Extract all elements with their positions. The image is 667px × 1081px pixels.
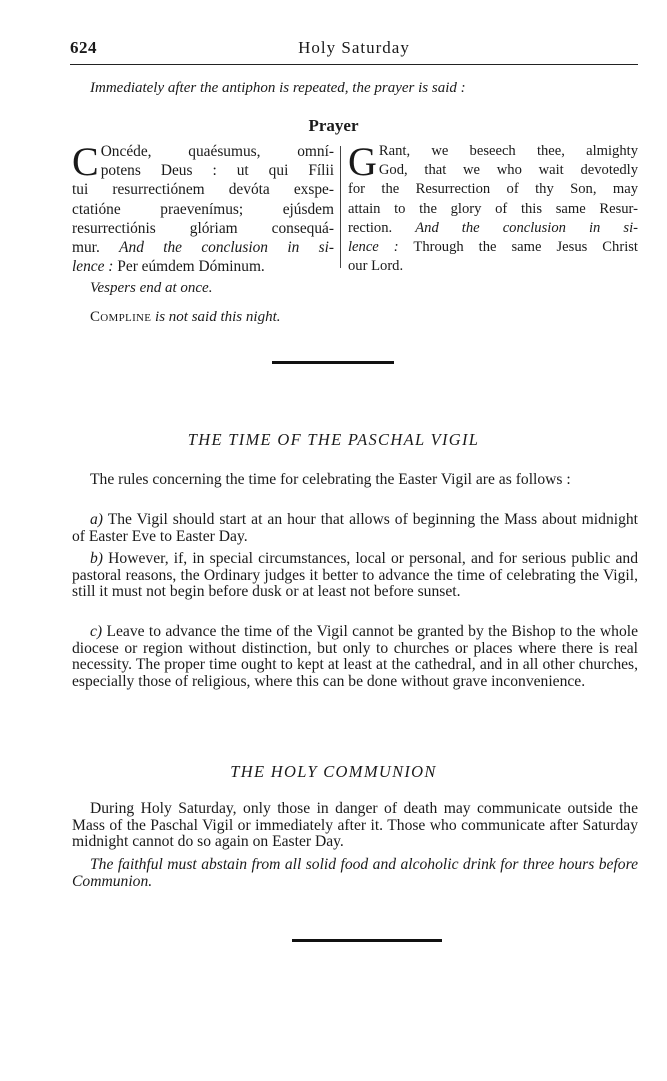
prayer-heading: Prayer: [308, 116, 359, 135]
item-text: Leave to advance the time of the Vigil cannot be granted by the Bishop to the whole diocese or region without distinction, but only to churches or places where there is real necessity. The proper time ought to kept at least at the cathedral, and in all other churches, especially those of religious, where this can be done without grave inconvenience.: [72, 623, 638, 690]
latin-prayer-column: [72, 139, 334, 276]
latin-line: ctatióne praevenímus; ejúsdem: [72, 200, 334, 218]
running-title: Holy Saturday: [298, 38, 410, 57]
latin-line: resurrectiónis glóriam consequá-: [72, 219, 334, 237]
item-label: b): [90, 550, 103, 567]
latin-ending: Per eúmdem Dóminum.: [117, 258, 265, 276]
latin-line: Oncéde, quaésumus, omní-: [100, 143, 334, 160]
compline-word: Compline: [90, 309, 152, 325]
english-conclusion-line: [348, 219, 638, 238]
english-line: attain to the glory of this same Resur-: [348, 200, 638, 217]
english-line: Rant, we beseech thee, almighty: [378, 143, 638, 159]
compline-note: [90, 309, 280, 326]
vigil-intro: The rules concerning the time for celebrating the Easter Vigil are as follows :: [90, 471, 571, 488]
section-divider: [272, 361, 394, 364]
latin-conclusion-rubric-end: lence :: [72, 258, 114, 276]
english-dropcap: G: [348, 139, 377, 184]
latin-ending-line: [72, 257, 334, 276]
item-label: c): [90, 623, 103, 640]
latin-dropcap: C: [72, 139, 99, 184]
paschal-vigil-title: THE TIME OF THE PASCHAL VIGIL: [187, 430, 480, 449]
latin-conclusion-rubric: And the conclusion in si-: [119, 239, 334, 257]
compline-rest: is not said this night.: [155, 309, 281, 325]
english-line: God, that we who wait devotedly: [378, 162, 638, 179]
english-ending: Through the same Jesus Christ: [413, 239, 638, 256]
end-divider: [292, 939, 442, 942]
vigil-item-b: [72, 551, 638, 601]
communion-text: During Holy Saturday, only those in danger of death may communicate outside the Mass of the Paschal Vigil or immediately after it. Those who communicate after Saturday midnight cannot do so again on Easter Day.: [72, 800, 638, 851]
latin-line: mur.: [72, 239, 100, 257]
item-label: a): [90, 511, 103, 528]
page-number: 624: [70, 38, 97, 57]
item-text: The Vigil should start at an hour that allows of beginning the Mass about midnight of Easter Eve to Easter Day.: [72, 511, 638, 545]
communion-rubric: The faithful must abstain from all solid food and alcoholic drink for three hours before Communion.: [72, 856, 638, 890]
english-line: for the Resurrection of thy Son, may: [348, 181, 638, 198]
english-conclusion-rubric: And the conclusion in si-: [415, 219, 638, 236]
english-line: our Lord.: [348, 258, 404, 275]
header-rule: [70, 64, 638, 65]
item-text: However, if, in special circumstances, local or personal, and for serious public and pastoral reasons, the Ordinary judges it better to advance the time of celebrating the Vigil, still it must not begin before dusk or at least not before sunset.: [72, 550, 638, 601]
latin-conclusion-line: [72, 238, 334, 257]
column-divider: [340, 146, 341, 268]
holy-communion-title: THE HOLY COMMUNION: [230, 762, 437, 781]
english-conclusion-rubric-end: lence :: [348, 239, 399, 256]
vigil-item-a: [72, 512, 638, 545]
vespers-note: Vespers end at once.: [90, 280, 213, 296]
english-prayer-column: [348, 139, 638, 276]
page-header: [70, 38, 638, 60]
english-ending-line: [348, 238, 638, 257]
english-line: rection.: [348, 219, 393, 236]
vigil-item-c: [72, 624, 638, 690]
latin-line: tui resurrectiónem devóta exspe-: [72, 181, 334, 199]
intro-rubric: Immediately after the antiphon is repeated, the prayer is said :: [90, 80, 466, 96]
latin-line: potens Deus : ut qui Fílii: [100, 162, 334, 180]
